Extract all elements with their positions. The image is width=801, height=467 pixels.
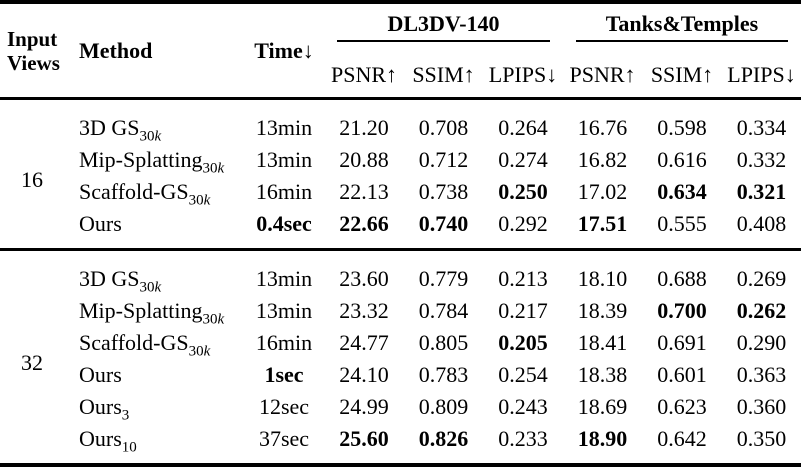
metric-cell-psnr-1: 20.88 <box>339 147 389 172</box>
method-cell <box>64 295 244 327</box>
metric-cell-lpips-1: 0.264 <box>498 115 548 140</box>
metric-cell-lpips-2: 0.262 <box>736 298 787 323</box>
time-cell: 13min <box>255 298 313 323</box>
table-row <box>0 391 801 423</box>
method-name: Ours <box>79 394 122 419</box>
metric-cell-psnr-1: 24.77 <box>339 330 389 355</box>
metric-cell-ssim-2: 0.688 <box>657 266 707 291</box>
metric-header-lpips-1: LPIPS↓ <box>488 61 558 87</box>
metric-cell-ssim-2: 0.555 <box>657 211 707 236</box>
method-subscript <box>189 343 211 359</box>
results-table <box>0 4 801 463</box>
method-subscript <box>140 128 162 144</box>
method-header: Method <box>79 37 153 63</box>
metric-cell-psnr-2: 18.41 <box>577 330 628 355</box>
method-name: Scaffold-GS <box>79 330 189 355</box>
metric-cell-ssim-1: 0.809 <box>418 394 469 419</box>
method-cell <box>64 391 244 423</box>
method-subscript <box>202 311 224 327</box>
metric-cell-psnr-2: 18.69 <box>577 394 628 419</box>
method-subscript <box>140 279 162 295</box>
method-subscript <box>122 439 137 455</box>
method-subscript <box>122 407 130 423</box>
metric-cell-lpips-1: 0.217 <box>498 298 548 323</box>
time-cell: 13min <box>255 266 313 291</box>
method-subscript-italic: k <box>203 192 211 209</box>
metric-cell-lpips-2: 0.269 <box>736 266 787 291</box>
metric-header-ssim-1: SSIM↑ <box>412 61 475 87</box>
metric-cell-ssim-1: 0.783 <box>418 362 469 387</box>
metric-cell-psnr-2: 16.76 <box>577 115 628 140</box>
group-header-row <box>0 4 801 52</box>
metric-cell-psnr-2: 16.82 <box>577 147 628 172</box>
metric-cell-psnr-1: 24.10 <box>339 362 389 387</box>
views-count-label: 32 <box>21 350 43 375</box>
method-name: 3D GS <box>79 266 140 291</box>
method-name: 3D GS <box>79 115 140 140</box>
metric-cell-ssim-1: 0.708 <box>418 115 469 140</box>
metric-header-lpips-2: LPIPS↓ <box>727 61 796 87</box>
method-cell <box>64 144 244 176</box>
method-subscript-italic: k <box>154 279 162 296</box>
metric-cell-psnr-1: 22.13 <box>339 179 389 204</box>
metric-cell-lpips-2: 0.290 <box>736 330 787 355</box>
metric-cell-psnr-2: 17.51 <box>577 211 628 236</box>
metric-header-ssim-2: SSIM↑ <box>650 61 714 87</box>
method-cell <box>64 423 244 463</box>
method-subscript-italic: k <box>217 160 225 177</box>
metric-cell-psnr-2: 18.38 <box>577 362 628 387</box>
metric-cell-ssim-2: 0.598 <box>657 115 707 140</box>
method-subscript <box>189 192 211 208</box>
metric-cell-psnr-2: 18.10 <box>577 266 628 291</box>
metric-cell-ssim-2: 0.634 <box>657 179 707 204</box>
method-name: Scaffold-GS <box>79 179 189 204</box>
table-row <box>0 99 801 145</box>
views-count-label: 16 <box>21 167 43 192</box>
method-cell <box>64 208 244 250</box>
method-name: Mip-Splatting <box>79 298 203 323</box>
metric-cell-psnr-1: 22.66 <box>339 211 389 236</box>
table-header <box>0 4 801 99</box>
method-name: Ours <box>79 211 122 236</box>
method-cell <box>64 250 244 296</box>
dataset-group-tanks-rule <box>576 40 788 42</box>
section-32-views <box>0 250 801 464</box>
metric-cell-lpips-2: 0.321 <box>736 179 787 204</box>
table-row <box>0 327 801 359</box>
method-name: Ours <box>79 362 122 387</box>
metric-header-psnr-2: PSNR↑ <box>569 61 636 87</box>
table-row <box>0 144 801 176</box>
metric-cell-lpips-1: 0.292 <box>498 211 548 236</box>
method-subscript-number: 30 <box>139 279 155 296</box>
time-cell: 37sec <box>258 426 310 451</box>
dataset-group-dl3dv-label: DL3DV-140 <box>387 11 500 36</box>
metric-cell-psnr-1: 21.20 <box>339 115 389 140</box>
metric-cell-lpips-1: 0.213 <box>498 266 548 291</box>
metric-cell-ssim-1: 0.712 <box>418 147 469 172</box>
metric-cell-ssim-2: 0.700 <box>657 298 707 323</box>
metric-cell-lpips-1: 0.274 <box>498 147 548 172</box>
method-cell <box>64 99 244 145</box>
time-cell: 13min <box>255 115 313 140</box>
table-row <box>0 208 801 250</box>
metric-cell-lpips-1: 0.205 <box>498 330 548 355</box>
time-cell: 16min <box>255 179 313 204</box>
input-views-header <box>0 4 64 99</box>
method-cell <box>64 176 244 208</box>
method-subscript-number: 30 <box>202 311 218 328</box>
method-name: Mip-Splatting <box>79 147 203 172</box>
input-views-header-line2: Views <box>7 50 60 75</box>
dataset-group-tanks <box>563 4 801 52</box>
method-subscript-italic: k <box>217 311 225 328</box>
dataset-group-dl3dv <box>324 4 563 52</box>
metric-cell-lpips-1: 0.250 <box>498 179 548 204</box>
metric-cell-ssim-2: 0.642 <box>657 426 707 451</box>
table-row <box>0 250 801 296</box>
method-subscript-number: 30 <box>188 343 204 360</box>
metric-cell-ssim-1: 0.826 <box>418 426 469 451</box>
metric-cell-psnr-1: 25.60 <box>339 426 389 451</box>
metric-cell-lpips-2: 0.408 <box>736 211 787 236</box>
metric-cell-psnr-2: 18.39 <box>577 298 628 323</box>
metric-cell-psnr-1: 23.60 <box>339 266 389 291</box>
metric-cell-lpips-2: 0.334 <box>736 115 787 140</box>
metric-cell-psnr-2: 18.90 <box>577 426 628 451</box>
method-subscript-number: 3 <box>121 407 130 424</box>
metric-cell-ssim-1: 0.784 <box>418 298 469 323</box>
metric-cell-ssim-2: 0.691 <box>657 330 707 355</box>
metric-cell-ssim-2: 0.623 <box>657 394 707 419</box>
metric-cell-ssim-1: 0.738 <box>418 179 469 204</box>
table-row <box>0 359 801 391</box>
time-cell: 12sec <box>258 394 310 419</box>
metric-cell-ssim-1: 0.779 <box>418 266 469 291</box>
method-subscript-number: 30 <box>188 192 204 209</box>
metric-cell-psnr-2: 17.02 <box>577 179 628 204</box>
metric-cell-lpips-1: 0.243 <box>498 394 548 419</box>
metric-cell-psnr-1: 23.32 <box>339 298 389 323</box>
dataset-group-tanks-label: Tanks&Temples <box>605 11 759 36</box>
method-subscript-italic: k <box>203 343 211 360</box>
time-cell: 13min <box>255 147 313 172</box>
table-row <box>0 176 801 208</box>
dataset-group-dl3dv-rule <box>337 40 550 42</box>
method-subscript-number: 10 <box>121 439 137 456</box>
metric-cell-lpips-2: 0.350 <box>736 426 787 451</box>
metric-cell-ssim-2: 0.601 <box>657 362 707 387</box>
metric-cell-ssim-1: 0.805 <box>418 330 469 355</box>
table-row <box>0 295 801 327</box>
time-cell: 0.4sec <box>256 211 312 236</box>
metric-cell-psnr-1: 24.99 <box>339 394 389 419</box>
metric-cell-ssim-2: 0.616 <box>657 147 707 172</box>
method-subscript <box>202 160 224 176</box>
metric-cell-lpips-2: 0.360 <box>736 394 787 419</box>
metric-cell-lpips-2: 0.332 <box>736 147 787 172</box>
method-subscript-italic: k <box>154 128 162 145</box>
metric-cell-lpips-2: 0.363 <box>736 362 787 387</box>
metric-cell-lpips-1: 0.254 <box>498 362 548 387</box>
metric-cell-lpips-1: 0.233 <box>498 426 548 451</box>
section-16-views <box>0 99 801 250</box>
time-header: Time↓ <box>254 37 314 63</box>
method-subscript-number: 30 <box>139 128 155 145</box>
input-views-header-line1: Input <box>7 26 58 51</box>
time-cell: 1sec <box>264 362 304 387</box>
method-cell <box>64 327 244 359</box>
time-cell: 16min <box>255 330 313 355</box>
method-name: Ours <box>79 426 122 451</box>
table-row <box>0 423 801 463</box>
metric-header-psnr-1: PSNR↑ <box>330 61 398 87</box>
metric-cell-ssim-1: 0.740 <box>418 211 469 236</box>
method-cell <box>64 359 244 391</box>
method-subscript-number: 30 <box>202 160 218 177</box>
